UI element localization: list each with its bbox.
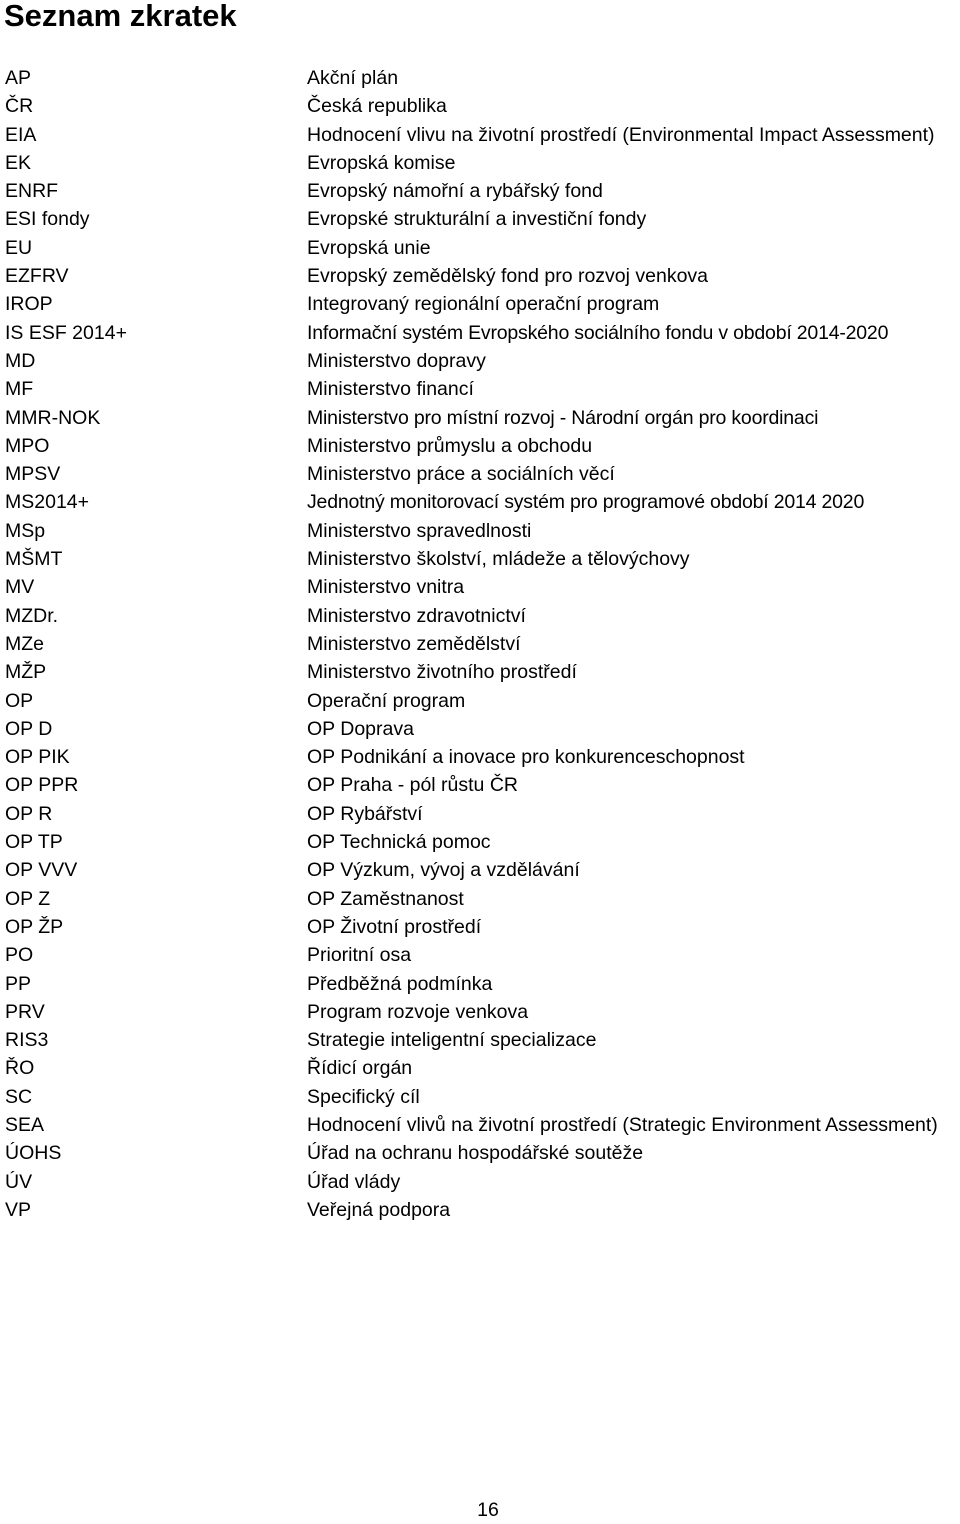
abbreviation-code: EK: [5, 151, 32, 174]
abbreviation-meaning: OP Rybářství: [307, 802, 423, 825]
abbreviation-row: [5, 432, 960, 460]
abbreviation-code: MZe: [5, 632, 44, 655]
abbreviation-meaning: Hodnocení vlivů na životní prostředí (Strategic Environment Assessment): [307, 1113, 938, 1136]
abbreviation-row: [5, 658, 960, 686]
abbreviation-code: OP VVV: [5, 859, 78, 882]
abbreviation-meaning: Řídicí orgán: [307, 1057, 413, 1080]
abbreviation-code: ČR: [5, 95, 34, 118]
abbreviation-meaning: OP Podnikání a inovace pro konkurenceschopnost: [307, 746, 745, 769]
abbreviation-meaning: OP Praha - pól růstu ČR: [307, 774, 518, 797]
abbreviation-code: OP ŽP: [5, 915, 64, 938]
abbreviation-code: MPSV: [5, 463, 61, 486]
abbreviation-code: MF: [5, 378, 34, 401]
abbreviation-row: [5, 1111, 960, 1139]
abbreviation-meaning: Česká republika: [307, 95, 447, 118]
abbreviation-row: [5, 913, 960, 941]
abbreviation-row: [5, 771, 960, 799]
abbreviation-code: EIA: [5, 123, 37, 146]
abbreviation-meaning: Evropská unie: [307, 236, 431, 259]
abbreviation-row: [5, 262, 960, 290]
abbreviation-code: ESI fondy: [5, 208, 90, 231]
abbreviation-code: EZFRV: [5, 265, 69, 288]
abbreviation-row: [5, 715, 960, 743]
abbreviation-row: [5, 800, 960, 828]
abbreviation-code: MZDr.: [5, 604, 59, 627]
page-title: Seznam zkratek: [4, 0, 237, 33]
abbreviation-row: [5, 828, 960, 856]
abbreviation-meaning: Evropský námořní a rybářský fond: [307, 180, 603, 203]
abbreviation-row: [5, 404, 960, 432]
abbreviation-row: [5, 970, 960, 998]
abbreviation-meaning: Ministerstvo zemědělství: [307, 632, 521, 655]
abbreviation-meaning: Program rozvoje venkova: [307, 1000, 529, 1023]
abbreviation-row: [5, 517, 960, 545]
abbreviation-meaning: Jednotný monitorovací systém pro programové období 2014 2020: [307, 491, 865, 514]
abbreviation-meaning: Ministerstvo zdravotnictví: [307, 604, 526, 627]
abbreviation-code: MPO: [5, 434, 50, 457]
abbreviation-meaning: OP Zaměstnanost: [307, 887, 464, 910]
abbreviation-row: [5, 375, 960, 403]
abbreviation-row: [5, 885, 960, 913]
abbreviation-list: [5, 64, 960, 1224]
abbreviation-row: [5, 319, 960, 347]
abbreviation-row: [5, 64, 960, 92]
abbreviation-meaning: Integrovaný regionální operační program: [307, 293, 660, 316]
abbreviation-code: AP: [5, 67, 32, 89]
abbreviation-code: VP: [5, 1198, 32, 1221]
abbreviation-row: [5, 602, 960, 630]
abbreviation-meaning: Ministerstvo průmyslu a obchodu: [307, 434, 593, 457]
abbreviation-row: [5, 92, 960, 120]
abbreviation-row: [5, 290, 960, 318]
abbreviation-row: [5, 1054, 960, 1082]
page-number: 16: [477, 1499, 499, 1521]
abbreviation-meaning: Akční plán: [307, 67, 399, 89]
abbreviation-meaning: Ministerstvo financí: [307, 378, 474, 401]
abbreviation-code: ÚV: [5, 1170, 33, 1193]
abbreviation-code: SEA: [5, 1113, 45, 1136]
abbreviation-row: [5, 488, 960, 516]
abbreviation-code: OP Z: [5, 887, 51, 910]
abbreviation-code: MŽP: [5, 661, 47, 684]
abbreviation-row: [5, 177, 960, 205]
abbreviation-code: MSp: [5, 519, 46, 542]
abbreviation-code: SC: [5, 1085, 33, 1108]
abbreviation-meaning: Hodnocení vlivu na životní prostředí (Environmental Impact Assessment): [307, 123, 935, 146]
abbreviation-meaning: Operační program: [307, 689, 466, 712]
abbreviation-meaning: Strategie inteligentní specializace: [307, 1029, 597, 1052]
abbreviation-meaning: Ministerstvo dopravy: [307, 349, 486, 372]
abbreviation-row: [5, 121, 960, 149]
abbreviation-meaning: Ministerstvo vnitra: [307, 576, 465, 599]
abbreviation-row: [5, 1083, 960, 1111]
abbreviation-code: IROP: [5, 293, 53, 316]
abbreviation-meaning: Evropská komise: [307, 151, 456, 174]
abbreviation-meaning: Prioritní osa: [307, 944, 412, 967]
abbreviation-row: [5, 743, 960, 771]
abbreviation-code: EU: [5, 236, 33, 259]
abbreviation-meaning: OP Doprava: [307, 717, 414, 740]
abbreviation-code: PP: [5, 972, 32, 995]
abbreviation-row: [5, 460, 960, 488]
abbreviation-meaning: Ministerstvo práce a sociálních věcí: [307, 463, 615, 486]
abbreviation-code: MŠMT: [5, 548, 63, 571]
abbreviation-row: [5, 1139, 960, 1167]
abbreviation-code: RIS3: [5, 1029, 49, 1052]
abbreviation-row: [5, 347, 960, 375]
abbreviation-meaning: Ministerstvo školství, mládeže a tělovýchovy: [307, 548, 690, 571]
abbreviation-code: ENRF: [5, 180, 59, 203]
abbreviation-meaning: Předběžná podmínka: [307, 972, 493, 995]
abbreviation-meaning: Úřad na ochranu hospodářské soutěže: [307, 1142, 644, 1165]
abbreviation-row: [5, 1196, 960, 1224]
abbreviation-code: OP TP: [5, 831, 63, 854]
abbreviation-row: [5, 234, 960, 262]
abbreviation-code: MV: [5, 576, 35, 599]
abbreviation-code: MMR-NOK: [5, 406, 101, 429]
abbreviation-meaning: Informační systém Evropského sociálního fondu v období 2014-2020: [307, 321, 889, 344]
abbreviation-code: IS ESF 2014+: [5, 321, 127, 344]
abbreviation-meaning: Ministerstvo životního prostředí: [307, 661, 577, 684]
abbreviation-code: MS2014+: [5, 491, 90, 514]
abbreviation-row: [5, 687, 960, 715]
abbreviation-meaning: Specifický cíl: [307, 1085, 420, 1108]
abbreviation-row: [5, 1026, 960, 1054]
abbreviation-meaning: Evropské strukturální a investiční fondy: [307, 208, 647, 231]
abbreviation-code: OP R: [5, 802, 53, 825]
abbreviation-code: MD: [5, 349, 36, 372]
abbreviation-code: OP: [5, 689, 34, 712]
abbreviation-meaning: Evropský zemědělský fond pro rozvoj venkova: [307, 265, 709, 288]
abbreviation-row: [5, 1168, 960, 1196]
abbreviation-row: [5, 630, 960, 658]
abbreviation-meaning: Ministerstvo spravedlnosti: [307, 519, 532, 542]
abbreviation-meaning: Úřad vlády: [307, 1170, 401, 1193]
abbreviation-row: [5, 998, 960, 1026]
abbreviation-code: OP D: [5, 717, 53, 740]
abbreviation-row: [5, 205, 960, 233]
abbreviation-code: ÚOHS: [5, 1142, 62, 1165]
abbreviation-meaning: OP Životní prostředí: [307, 915, 482, 938]
abbreviation-code: OP PIK: [5, 746, 70, 769]
abbreviation-meaning: Ministerstvo pro místní rozvoj - Národní orgán pro koordinaci: [307, 406, 819, 429]
abbreviation-code: PRV: [5, 1000, 45, 1023]
abbreviation-row: [5, 573, 960, 601]
abbreviation-code: OP PPR: [5, 774, 79, 797]
abbreviation-meaning: OP Technická pomoc: [307, 831, 491, 854]
abbreviation-row: [5, 149, 960, 177]
abbreviation-meaning: Veřejná podpora: [307, 1198, 451, 1221]
abbreviation-code: PO: [5, 944, 34, 967]
abbreviation-meaning: OP Výzkum, vývoj a vzdělávání: [307, 859, 580, 882]
abbreviation-row: [5, 941, 960, 969]
abbreviation-row: [5, 545, 960, 573]
abbreviation-code: ŘO: [5, 1057, 35, 1080]
abbreviation-row: [5, 856, 960, 884]
